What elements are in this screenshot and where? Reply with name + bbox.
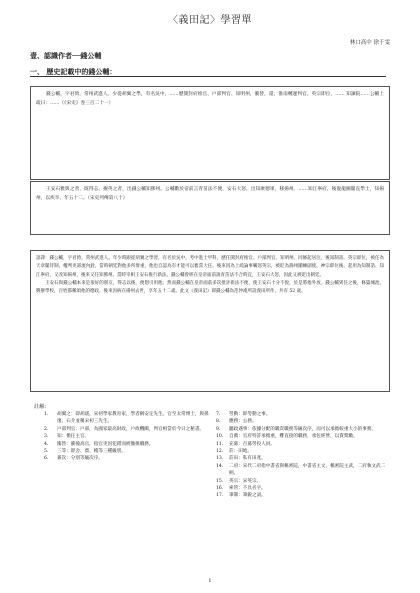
heading-underline bbox=[30, 76, 386, 77]
note-item: 12. 莊：田地。 bbox=[216, 449, 252, 455]
translation-paragraph-1: 語譯：錢公輔，字君倚，常州武進人。年少時跟從胡翼之學習，有名於吳中。考中進士甲科，歷任開封府推官、戶部判官、知明州、同修起居注，後知制誥。英宗即位，被任為天章閣待制，權判吏部流內銓，當時朝廷對他多所倚重，他也自認為有才能可以擔當大任。後來因為上疏論事觸怒英宗，被貶為滁州團練副使。神宗即位後，起用為知制誥、知江寧府，又改知揚州，後來又任知鄧州。當時宰相王安石推行新法，錢公輔曾經在皇帝面前說青苗法不合時宜，王安石大怒，因此又被貶出朝廷。 bbox=[36, 256, 384, 278]
note-item: 5. 三等：即舍、齋、稽等三種級別。 bbox=[44, 449, 126, 455]
section-heading-1: 壹、認識作者──錢公輔 bbox=[30, 51, 102, 60]
note-item: 13. 莊田：私有田產。 bbox=[216, 456, 266, 462]
notes-column-left bbox=[44, 411, 214, 463]
author-line: 林口高中 徐千雯 bbox=[349, 40, 390, 46]
section-heading-2-text: 一、 歷史記載中的錢公輔： bbox=[30, 67, 117, 76]
note-item: 6. 兼次：分別等級次序。 bbox=[44, 456, 103, 462]
note-item: 2. 戶部判官：戶部，為國家最高財政，戶政機關，判官相當於今日之秘書。 bbox=[44, 426, 205, 432]
note-item: 3. 知：擔任主官。 bbox=[44, 434, 90, 440]
passage-1-text: 錢公輔，字君倚，常州武進人。少從胡翼之學，有名吳中，……歷開封府推官、戶部判官、知明州，衝替，還，淮南轉運判官。英宗即位，…… 知諫院……公輔上疏曰：……（《宋史》卷三百二十一） bbox=[36, 92, 384, 106]
translation-box bbox=[30, 250, 390, 392]
note-item: 15. 英宗：宋英宗。 bbox=[216, 478, 262, 484]
passage-box-1 bbox=[30, 86, 390, 180]
page-title: 〈義田記〉學習單 bbox=[168, 15, 252, 26]
notes-heading: 註解： bbox=[34, 404, 50, 410]
note-item: 11. 充募：召募勞役人員。 bbox=[216, 441, 275, 447]
passage-2-text: 王安石雅與之善，既得志，擢英之者，出錢公輔知鄧州。公輔數於帝前言青苗法不便，安石大怒，出知廣德軍，移揚州。……知江寧府，後復龍圖閣直學士，知揚州，以疾卒，年五十二。（宋史列傳第八十） bbox=[36, 187, 384, 201]
section-heading-2 bbox=[30, 67, 116, 77]
translation-paragraph-2: 王安石與錢公輔本來是很好的朋友，得志以後，便想引用他；然而錢公輔在皇帝面前多次批評新法不便，使王安石十分不悅，於是將他外放。錢公輔到任之後，修築城池，興辦學校，百姓都稱頌他的德政。後來因病在揚州去世，享年五十二歲。此文《義田記》即錢公輔為范仲淹所設義田所作，共有 52 歲。 bbox=[36, 280, 384, 295]
page-number: 1 bbox=[208, 578, 212, 584]
translation-text bbox=[36, 255, 384, 296]
notes-column-right bbox=[216, 411, 386, 500]
note-item: 17. 筆制：筆銳之詞。 bbox=[216, 493, 266, 499]
note-item: 4. 衝替：衝撞高官，指官吏因犯錯而被撤換職務。 bbox=[44, 441, 154, 447]
note-item: 8. 應務：公務。 bbox=[216, 419, 257, 425]
note-item: 1. 胡翼之：即胡瑗，宋初學家教育家，學者稱安定先生。官至太常博士，與孫復、石介並稱宋初三先生。 bbox=[44, 412, 209, 425]
passage-box-2 bbox=[30, 181, 390, 235]
note-item: 16. 索管：不具名字。 bbox=[216, 486, 266, 492]
note-item: 10. 自薦：官府特許承擔重，難直接的職務，承包經營，以資獎勵。 bbox=[216, 434, 358, 440]
note-item: 14. 二府：宋代二府指中書省與樞密院，中書省主文，樞密院主武，二府執文武二柄。 bbox=[216, 463, 386, 477]
note-item: 9. 聽政遇事：依據分配的職責職務等級次序，而可以承擔較重大小的事務。 bbox=[216, 426, 377, 432]
note-item: 7. 勞動：即勞動之事。 bbox=[216, 412, 271, 417]
